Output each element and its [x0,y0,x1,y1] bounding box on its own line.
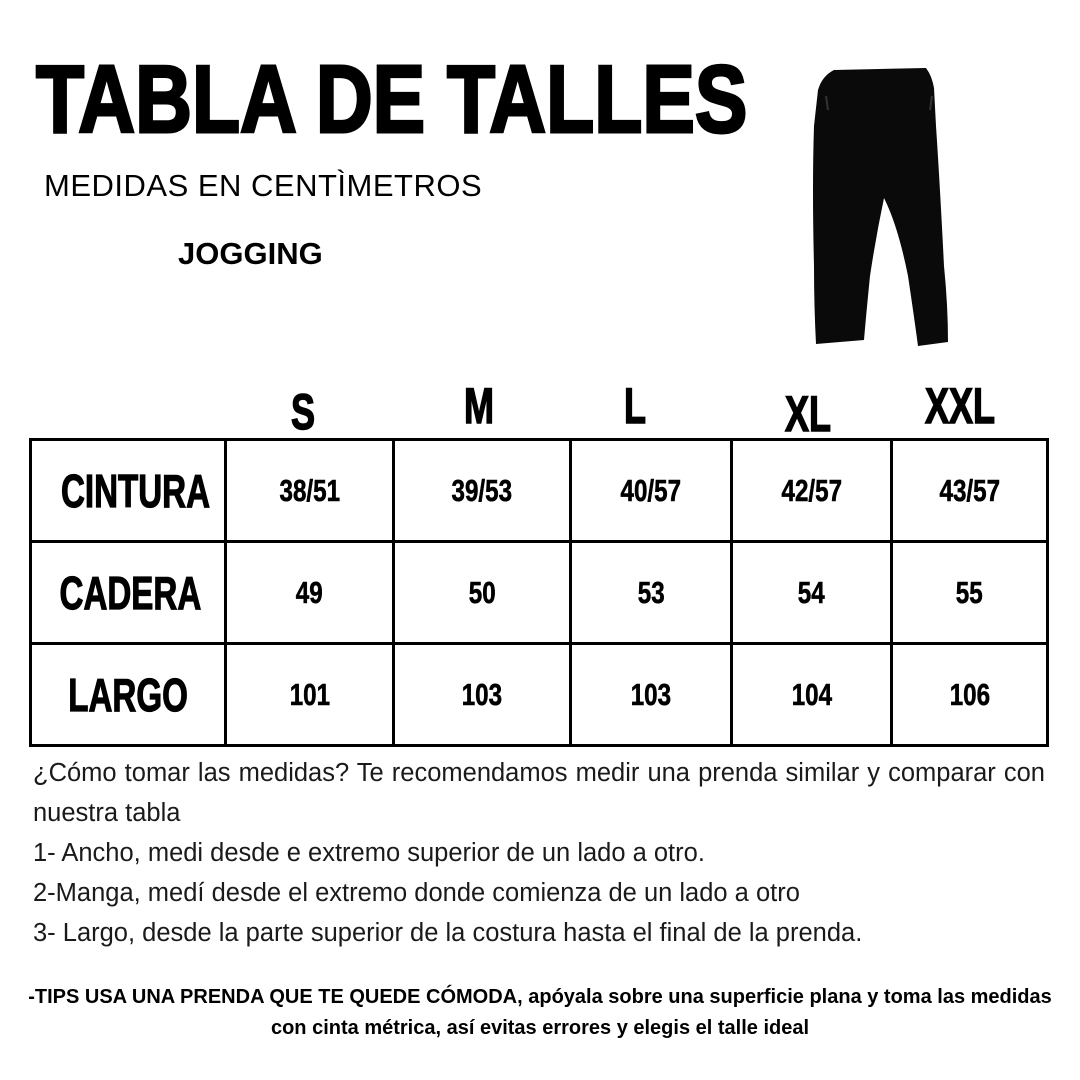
table-row [31,542,1048,644]
tips-rest: apóyala sobre una superficie plana y toma las medidas con cinta métrica, así evitas errores y elegis el talle ideal [270,986,1052,1039]
instruction-step: 1- Ancho, medi desde e extremo superior de un lado a otro. [33,839,705,867]
tips-note [20,982,1060,1044]
table-cell: 42/57 [732,440,892,542]
table-cell: 104 [732,644,892,746]
table-row [31,440,1048,542]
size-header-m: M [464,378,494,434]
table-row [31,644,1048,746]
page-title: TABLA DE TALLES [36,46,748,153]
measuring-instructions [33,753,1045,953]
table-cell: 54 [732,542,892,644]
instruction-step: 3- Largo, desde la parte superior de la costura hasta el final de la prenda. [33,919,863,947]
jogging-pants-icon [808,66,954,348]
size-header-xxl: XXL [924,378,996,434]
table-cell: 49 [226,542,394,644]
pants-body [813,68,948,346]
table-cell: 106 [892,644,1048,746]
table-cell: 39/53 [394,440,571,542]
size-header-l: L [623,378,646,434]
table-cell: 101 [226,644,394,746]
table-cell: 40/57 [571,440,732,542]
table-cell: 53 [571,542,732,644]
row-label-cintura: CINTURA [31,440,226,542]
table-cell: 50 [394,542,571,644]
table-cell: 55 [892,542,1048,644]
table-cell: 38/51 [226,440,394,542]
row-label-largo: LARGO [31,644,226,746]
page-subtitle: MEDIDAS EN CENTÌMETROS [44,168,483,203]
table-cell: 43/57 [892,440,1048,542]
row-label-cadera: CADERA [31,542,226,644]
table-cell: 103 [571,644,732,746]
size-header-s: S [290,384,316,440]
instruction-step: 2-Manga, medí desde el extremo donde comienza de un lado a otro [33,879,800,907]
tips-strong: -TIPS USA UNA PRENDA QUE TE QUEDE CÓMODA, [28,986,523,1008]
instructions-intro: ¿Cómo tomar las medidas? Te recomendamos medir una prenda similar y comparar con nuestra tabla [33,759,1045,827]
size-table [29,438,1049,747]
product-name: JOGGING [178,236,323,271]
table-cell: 103 [394,644,571,746]
size-header-xl: XL [784,386,832,442]
